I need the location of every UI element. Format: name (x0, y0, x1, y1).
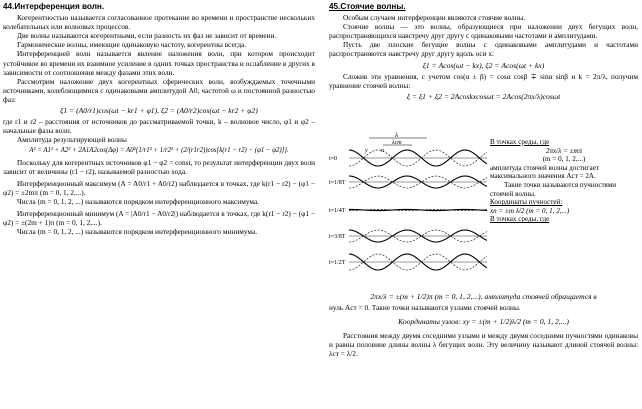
side-node-condition: В точках среды, где (490, 215, 550, 224)
section-45 (329, 2, 638, 103)
equation-traveling-waves: ξ1 = Acos(ωt − kx), ξ2 = Acos(ωt + kx) (422, 60, 545, 70)
label-t0: t=0 (329, 156, 338, 162)
equation-node-condition: 2πx/λ = ±(m + 1/2)π (m = 0, 1, 2,...), амплитуда стоячей обращается в (370, 292, 597, 301)
paragraph-two-waves: Пусть две плоские бегущие волны с одинаковыми амплитудами и частотами распространяются навстречу друг другу вдоль оси x: (329, 40, 638, 59)
side-m-values: (m = 0, 1, 2,...) (542, 155, 586, 164)
paragraph-coherent-waves: Две волны называются когерентными, если разность их фаз не зависит от времени. (17, 31, 277, 41)
section-45-bottom (329, 290, 638, 359)
paragraph-minimum: Интерференционный минимум (A = |A0/r1 − A0/r2|) наблюдается в точках, где k(r1 − r2) − (φ1 − φ2) = ±(2m + 1)π (m = 0, 1, 2,...). (3, 208, 315, 228)
wave-curves (349, 150, 487, 270)
side-antinode-coords: xп = ±m λ/2 (m = 0, 1, 2,...) (490, 206, 570, 215)
paragraph-interference-def: Интерференцией волн называется явление наложения волн, при котором происходит устойчивое во времени их взаимное усиление в одних точках пространства и ослабление в других в зависимости от соотношения между фазами этих волн. (3, 49, 315, 77)
side-antinodes-def: Такие точки называются пучностями стоячей волны. (490, 180, 617, 198)
side-antinode-coords-label: Координаты пучностей: (490, 198, 563, 207)
side-antinode-condition: В точках среды, где (490, 138, 550, 146)
paragraph-spherical-waves: Рассмотрим наложение двух когерентных сферических волн, возбуждаемых точечными источниками, колеблющимися с одинаковыми амплитудой A0, частотой ω и постоянной разностью фаз: (3, 76, 315, 104)
section-heading-45: 45.Стоячие волны. (329, 2, 406, 11)
paragraph-amplitude: Амплитуда результирующей волны (17, 135, 127, 145)
section-44 (3, 2, 315, 236)
standing-wave-diagram (329, 132, 489, 284)
label-lambda-st: λст (392, 140, 402, 146)
label-t12: t=1/2T (329, 260, 346, 266)
paragraph-standing-length: Расстояния между двумя соседними узлами и между двумя соседними пучностями одинаковы и равны половине длины волны λ бегущих волн. Эту величину называют длиной стоячей волны: λст = λ/2. (329, 331, 638, 359)
paragraph-nodes: нуль Aст = 0. Такие точки называются узлами стоячей волны. (329, 303, 521, 313)
paragraph-standing-def: Стоячие волны — это волны, образующиеся при наложении двух бегущих волн, распространяющихся навстречу друг другу с одинаковыми частотами и амплитудами. (329, 22, 638, 41)
paragraph-coherence: Когерентностью называется согласованное протекание во времени и пространстве нескольких колебательных или волновых процессов. (3, 13, 315, 32)
side-notes (490, 138, 638, 224)
paragraph-where-r: где r1 и r2 – расстояния от источников до рассматриваемой точки, k – волновое число, φ1 и φ2 – начальные фазы волн. (3, 117, 315, 136)
label-node-u: у (365, 148, 368, 154)
label-lambda: λ (395, 132, 399, 139)
label-antinode-p: п (381, 148, 384, 154)
side-amplitude-max: амплитуда стоячей волны достигает максимального значения Aст = 2A. (490, 163, 599, 181)
paragraph-path-difference: Поскольку для когерентных источников φ1 − φ2 = const, то результат интерференции двух волн зависит от величины (r1 − r2), называемой разностью хода. (3, 157, 315, 176)
equation-standing-wave: ξ = ξ1 + ξ2 = 2Acoskxcosωt = 2Acos(2πx/λ)cosωt (406, 91, 561, 101)
section-heading-44: 44.Интерференция волн. (3, 2, 105, 11)
paragraph-minimum-order: Числа (m = 0, 1, 2, ...) называются порядком интерференционного минимума. (17, 227, 258, 237)
paragraph-summing: Сложив эти уравнения, с учетом cos(α ± β) = cosα cosβ ∓ sinα sinβ и k = 2π/λ, получим уравнение стоячей волны: (329, 71, 638, 90)
label-t38: t=3/8T (329, 234, 346, 240)
side-antinode-equation: 2πx/λ = ±mπ (545, 146, 583, 155)
paragraph-harmonic: Гармонические волны, имеющие одинаковую частоту, когерентны всегда. (17, 40, 247, 50)
paragraph-maximum: Интерференционный максимум (A = A0/r1 + A0/r2) наблюдается в точках, где k(r1 − r2) − (φ1 − φ2) = ±2mπ (m = 0, 1, 2,...). (3, 178, 315, 197)
equation-spherical-waves: ξ1 = (A0/r1)cos(ωt − kr1 + φ1), ξ2 = (A0/r2)cos(ωt − kr2 + φ2) (60, 106, 258, 116)
equation-amplitude: A² = A1² + A2² + 2A1A2cos(Δφ) = A0²{1/r1² + 1/r2² + (2/(r1r2))cos[k(r1 − r2) − (φ1 − φ2)]}. (29, 147, 289, 155)
label-t14: t=1/4T (329, 208, 346, 214)
paragraph-standing-intro: Особым случаем интерференции являются стоячие волны. (343, 13, 526, 23)
label-t18: t=1/8T (329, 180, 346, 186)
equation-node-coords: Координаты узлов: xу = ±(m + 1/2)λ/2 (m = 0, 1, 2,...) (398, 317, 569, 327)
paragraph-maximum-order: Числа (m = 0, 1, 2, ...) называются порядком интерференционного максимума. (17, 196, 260, 206)
